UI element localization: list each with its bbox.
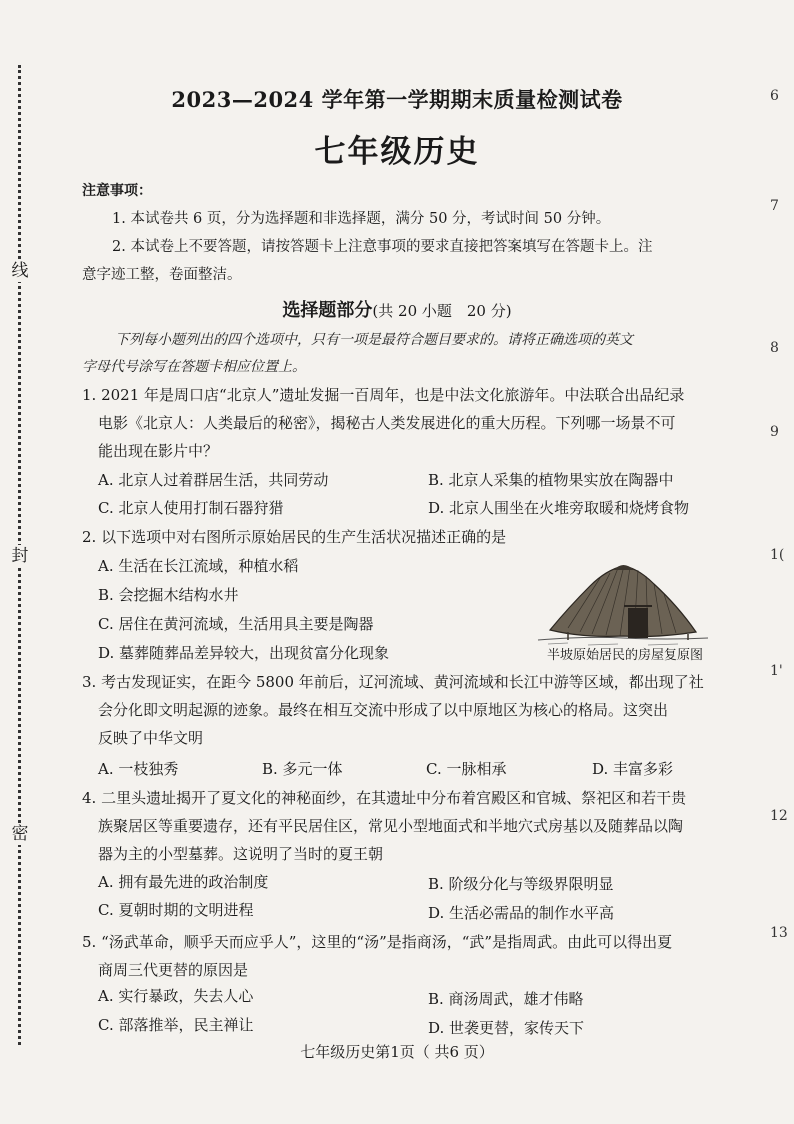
q2-option-a: A. 生活在长江流域，种植水稻: [98, 557, 299, 575]
question-4-text: 4. 二里头遗址揭开了夏文化的神秘面纱，在其遗址中分布着宫殿区和官城、祭祀区和若干贵: [82, 789, 687, 807]
q5-option-d: D. 世袭更替，家传天下: [428, 1019, 585, 1037]
question-2-text: 2. 以下选项中对右图所示原始居民的生产生活状况描述正确的是: [82, 528, 507, 546]
q1-option-d: D. 北京人围坐在火堆旁取暖和烧烤食物: [428, 499, 690, 517]
question-1-text: 电影《北京人：人类最后的秘密》，揭秘古人类发展进化的重大历程。下列哪一场景不可: [98, 414, 676, 432]
notice-item: 意字迹工整，卷面整洁。: [82, 267, 242, 283]
figure-caption: 半坡原始居民的房屋复原图: [546, 648, 703, 663]
section-title: 选择题部分: [282, 300, 373, 321]
edge-number: 1': [770, 663, 783, 679]
q5-option-c: C. 部落推举，民主禅让: [98, 1016, 254, 1034]
question-1-text: 能出现在影片中？: [98, 442, 219, 460]
notice-item: 2. 本试卷上不要答题，请按答题卡上注意事项的要求直接把答案填写在答题卡上。注: [112, 239, 653, 255]
binding-mark-mi: 密: [11, 824, 29, 844]
page-footer: 七年级历史第1页（ 共6 页）: [300, 1043, 494, 1061]
q3-option-a: A. 一枝独秀: [98, 760, 179, 778]
exam-title: 2023—2024 学年第一学期期末质量检测试卷: [171, 87, 623, 112]
edge-number: 1(: [770, 547, 785, 563]
q1-option-a: A. 北京人过着群居生活，共同劳动: [98, 471, 329, 489]
section-heading: [0, 296, 794, 322]
edge-number: 12: [770, 808, 788, 824]
question-3-text: 3. 考古发现证实，在距今 5800 年前后，辽河流域、黄河流域和长江中游等区域，都出现了社: [82, 673, 704, 691]
edge-number: 7: [770, 198, 779, 214]
q4-option-c: C. 夏朝时期的文明进程: [98, 901, 254, 919]
q3-option-b: B. 多元一体: [262, 760, 343, 778]
q4-option-a: A. 拥有最先进的政治制度: [98, 873, 269, 891]
question-3-text: 会分化即文明起源的迹象。最终在相互交流中形成了以中原地区为核心的格局。这突出: [98, 701, 669, 719]
edge-number: 13: [770, 925, 788, 941]
binding-mark-xian: 线: [11, 261, 29, 281]
edge-number: 6: [770, 88, 779, 104]
q4-option-b: B. 阶级分化与等级界限明显: [428, 875, 614, 893]
q3-option-d: D. 丰富多彩: [592, 760, 674, 778]
section-instruction: 下列每小题列出的四个选项中，只有一项是最符合题目要求的。请将正确选项的英文: [115, 332, 633, 348]
question-3-text: 反映了中华文明: [98, 729, 204, 747]
q3-option-c: C. 一脉相承: [426, 760, 507, 778]
binding-mark-feng: 封: [11, 546, 29, 566]
q5-option-b: B. 商汤周武，雄才伟略: [428, 990, 584, 1008]
notice-heading: 注意事项：: [82, 183, 152, 199]
subject-title: 七年级历史: [314, 134, 480, 170]
question-5-text: 商周三代更替的原因是: [98, 961, 249, 979]
q4-option-d: D. 生活必需品的制作水平高: [428, 904, 615, 922]
q2-option-c: C. 居住在黄河流域，生活用具主要是陶器: [98, 615, 374, 633]
q2-option-b: B. 会挖掘木结构水井: [98, 586, 239, 604]
notice-item: 1. 本试卷共 6 页，分为选择题和非选择题，满分 50 分，考试时间 50 分钟。: [112, 211, 611, 227]
question-4-text: 族聚居区等重要遗存，还有平民居住区，常见小型地面式和半地穴式房基以及随葬品以陶: [98, 817, 684, 835]
q1-option-b: B. 北京人采集的植物果实放在陶器中: [428, 471, 674, 489]
q1-option-c: C. 北京人使用打制石器狩猎: [98, 499, 284, 517]
edge-number: 9: [770, 424, 779, 440]
edge-number: 8: [770, 340, 779, 356]
q5-option-a: A. 实行暴政，失去人心: [98, 987, 254, 1005]
question-4-text: 器为主的小型墓葬。这说明了当时的夏王朝: [98, 845, 384, 863]
q2-option-d: D. 墓葬随葬品差异较大，出现贫富分化现象: [98, 644, 390, 662]
section-instruction: 字母代号涂写在答题卡相应位置上。: [82, 359, 306, 375]
question-1-text: 1. 2021 年是周口店“北京人”遗址发掘一百周年，也是中法文化旅游年。中法联合出品纪录: [82, 386, 685, 404]
section-subtitle: (共 20 小题 20 分): [372, 302, 512, 320]
question-5-text: 5. “汤武革命，顺乎天而应乎人”，这里的“汤”是指商汤，“武”是指周武。由此可以得出夏: [82, 933, 673, 951]
